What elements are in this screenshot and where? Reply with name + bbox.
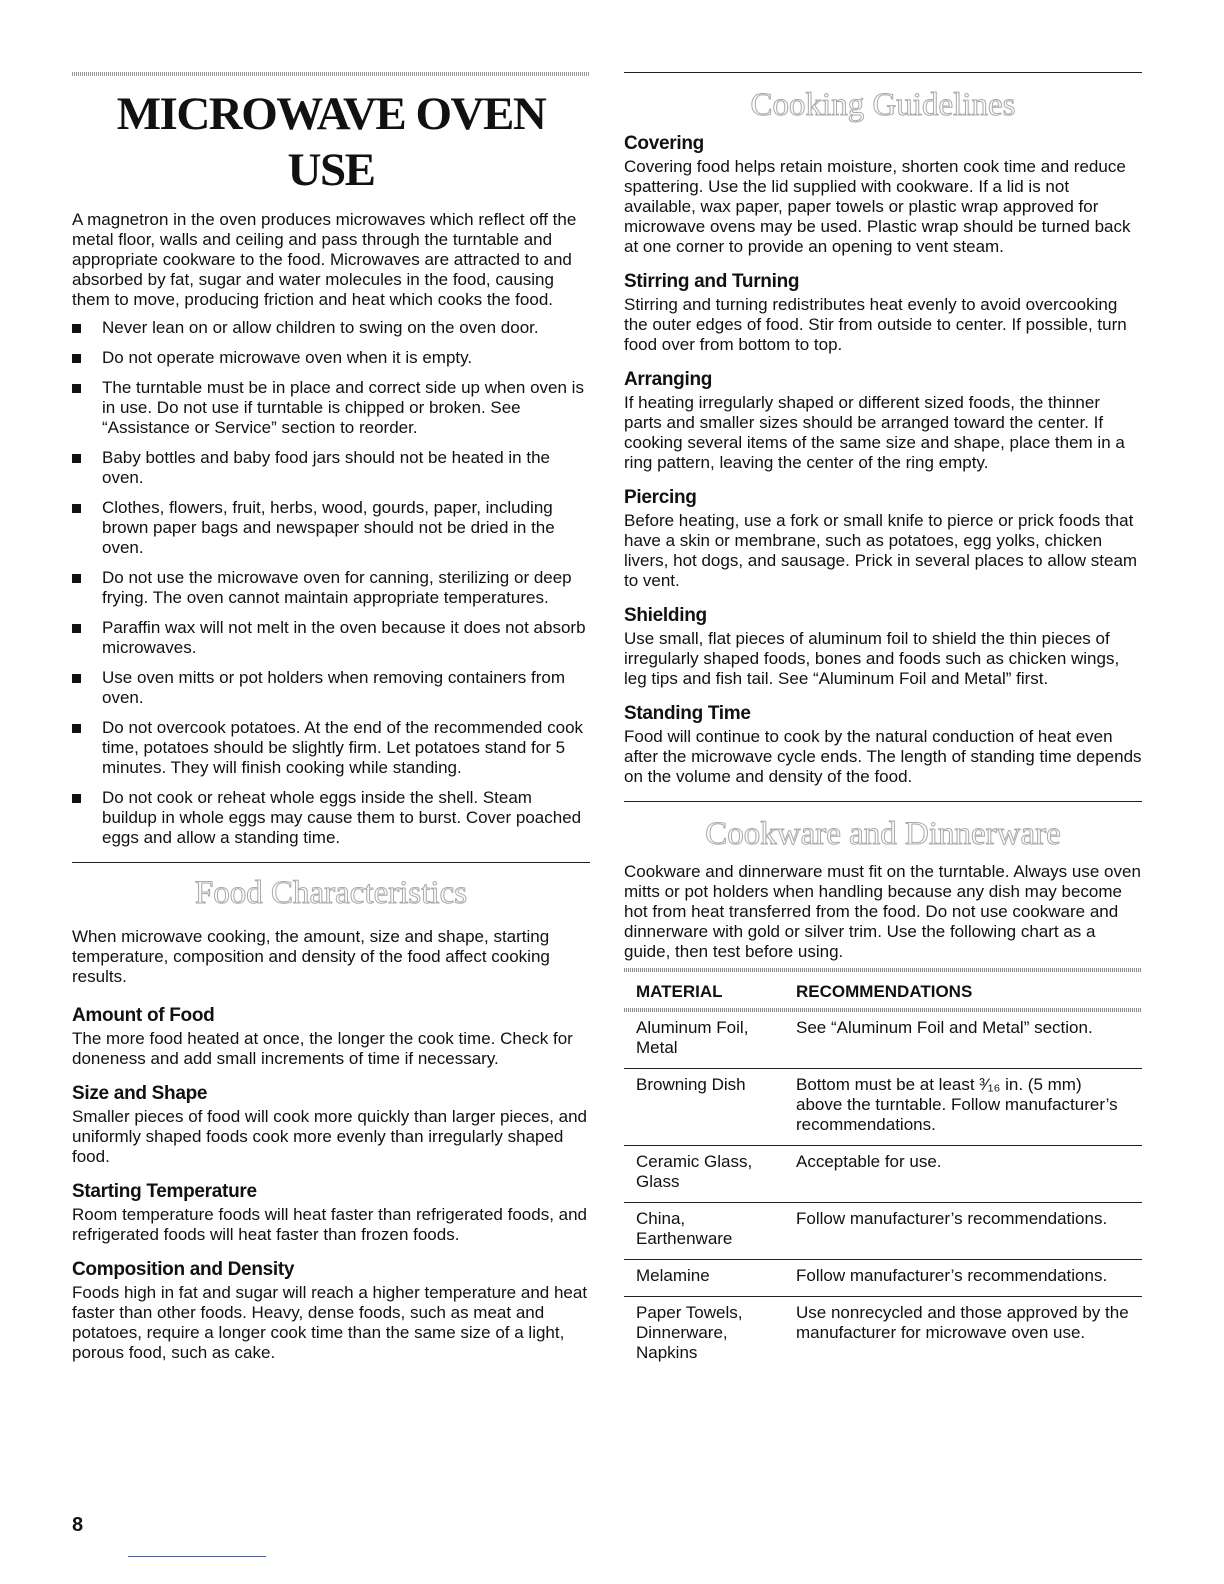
guideline-text: Use small, flat pieces of aluminum foil to shield the thin pieces of irregularly shaped foods, bones and foods such as chicken wings, leg tips and fish tail. See “Aluminum Foil and Metal” first.	[624, 629, 1120, 688]
food-item-heading: Starting Temperature	[72, 1181, 257, 1202]
food-item-text: The more food heated at once, the longer the cook time. Check for doneness and add small increments of time if necessary.	[72, 1029, 573, 1068]
guideline-text: Covering food helps retain moisture, shorten cook time and reduce spattering. Use the lid supplied with cookware. If a lid is not available, wax paper, paper towels or plastic wrap approved for microwave ovens may be used. Plastic wrap should be turned back at one corner to provide an opening to vent steam.	[624, 157, 1131, 256]
guideline-heading: Piercing	[624, 487, 697, 508]
guideline-text: Food will continue to cook by the natural conduction of heat even after the microwave cycle ends. The length of standing time depends on the volume and density of the food.	[624, 727, 1142, 786]
list-item: Paraffin wax will not melt in the oven because it does not absorb microwaves.	[72, 618, 590, 658]
recommendation-cell: See “Aluminum Foil and Metal” section.	[784, 1012, 1142, 1069]
cooking-guidelines-title: Cooking Guidelines	[750, 87, 1016, 123]
recommendation-cell: Follow manufacturer’s recommendations.	[784, 1260, 1142, 1297]
guideline-item	[624, 271, 1142, 355]
list-item: Do not overcook potatoes. At the end of the recommended cook time, potatoes should be slightly firm. Let potatoes stand for 5 minutes. They will finish cooking while standing.	[72, 718, 590, 778]
bottom-link-rule	[128, 1556, 266, 1557]
material-cell: Melamine	[624, 1260, 784, 1297]
section-divider	[72, 862, 590, 863]
food-characteristics-title: Food Characteristics	[194, 875, 468, 911]
guideline-heading: Stirring and Turning	[624, 271, 800, 292]
guideline-heading: Standing Time	[624, 703, 751, 724]
food-item	[72, 1005, 590, 1069]
food-item-heading: Size and Shape	[72, 1083, 208, 1104]
food-item-text: Smaller pieces of food will cook more quickly than larger pieces, and uniformly shaped foods cook more evenly than irregularly shaped food.	[72, 1107, 587, 1166]
food-intro: When microwave cooking, the amount, size and shape, starting temperature, composition and density of the food affect cooking results.	[72, 927, 550, 986]
list-item: Never lean on or allow children to swing on the oven door.	[72, 318, 590, 338]
right-column	[624, 72, 1142, 1373]
material-cell: Aluminum Foil, Metal	[624, 1012, 784, 1069]
guideline-item	[624, 133, 1142, 257]
cookware-table	[624, 978, 1142, 1373]
material-cell: Ceramic Glass, Glass	[624, 1146, 784, 1203]
guideline-text: Stirring and turning redistributes heat evenly to avoid overcooking the outer edges of food. Stir from outside to center. If possible, turn food over from bottom to top.	[624, 295, 1127, 354]
food-item	[72, 1259, 590, 1363]
table-row	[624, 1203, 1142, 1260]
guideline-item	[624, 487, 1142, 591]
table-header-row	[624, 978, 1142, 1008]
table-row	[624, 1297, 1142, 1374]
recommendation-cell: Follow manufacturer’s recommendations.	[784, 1203, 1142, 1260]
safety-list	[72, 318, 590, 848]
guideline-item	[624, 703, 1142, 787]
guideline-heading: Arranging	[624, 369, 713, 390]
top-rule	[624, 72, 1142, 73]
column-header-material: MATERIAL	[636, 982, 723, 1001]
material-cell: Paper Towels, Dinnerware, Napkins	[636, 1303, 743, 1362]
food-item-text: Room temperature foods will heat faster than refrigerated foods, and refrigerated foods will heat faster than frozen foods.	[72, 1205, 588, 1244]
table-row	[624, 1069, 1142, 1146]
guideline-text: If heating irregularly shaped or different sized foods, the thinner parts and smaller sizes should be arranged toward the center. If cooking several items of the same size and shape, place them in a ring pattern, leaving the center of the ring empty.	[624, 393, 1125, 472]
recommendation-cell: Use nonrecycled and those approved by the manufacturer for microwave oven use.	[796, 1303, 1129, 1342]
table-row	[624, 1012, 1142, 1069]
guideline-item	[624, 369, 1142, 473]
table-top-rule	[624, 968, 1142, 972]
material-cell: Browning Dish	[624, 1069, 784, 1146]
food-item-heading: Composition and Density	[72, 1259, 295, 1280]
page-number: 8	[72, 1514, 84, 1536]
intro-paragraph: A magnetron in the oven produces microwaves which reflect off the metal floor, walls and ceiling and pass through the turntable and appropriate cookware to the food. Microwaves are attracted to and absorbed by fat, sugar and water molecules in the food, causing them to move, producing friction and heat which cooks the food.	[72, 210, 577, 309]
section-divider	[624, 801, 1142, 802]
guideline-heading: Covering	[624, 133, 704, 154]
guideline-item	[624, 605, 1142, 689]
food-item	[72, 1181, 590, 1245]
food-item-text: Foods high in fat and sugar will reach a higher temperature and heat faster than other foods. Heavy, dense foods, such as meat and potatoes, require a longer cook time than the same size of a light, porous food, such as cake.	[72, 1283, 588, 1362]
food-item	[72, 1083, 590, 1167]
table-row	[624, 1260, 1142, 1297]
list-item: Do not operate microwave oven when it is empty.	[72, 348, 590, 368]
list-item: Do not cook or reheat whole eggs inside the shell. Steam buildup in whole eggs may cause them to burst. Cover poached eggs and allow a standing time.	[72, 788, 590, 848]
list-item: Baby bottles and baby food jars should not be heated in the oven.	[72, 448, 590, 488]
recommendation-cell: Acceptable for use.	[784, 1146, 1142, 1203]
page-title: MICROWAVE OVEN USE	[116, 88, 546, 196]
cookware-title: Cookware and Dinnerware	[705, 816, 1061, 852]
list-item: Clothes, flowers, fruit, herbs, wood, gourds, paper, including brown paper bags and newspaper should not be dried in the oven.	[72, 498, 590, 558]
left-column	[72, 72, 590, 1377]
table-row	[624, 1146, 1142, 1203]
recommendation-cell: Bottom must be at least ³⁄₁₆ in. (5 mm) above the turntable. Follow manufacturer’s recommendations.	[784, 1069, 1142, 1146]
cookware-intro: Cookware and dinnerware must fit on the turntable. Always use oven mitts or pot holders when handling because any dish may become hot from heat transferred from the food. Do not use cookware and dinnerware with gold or silver trim. Use the following chart as a guide, then test before using.	[624, 862, 1141, 961]
list-item: The turntable must be in place and correct side up when oven is in use. Do not use if turntable is chipped or broken. See “Assistance or Service” section to reorder.	[72, 378, 590, 438]
top-rule	[72, 72, 590, 76]
list-item: Use oven mitts or pot holders when removing containers from oven.	[72, 668, 590, 708]
column-header-recommendations: RECOMMENDATIONS	[796, 982, 973, 1001]
food-item-heading: Amount of Food	[72, 1005, 215, 1026]
guideline-heading: Shielding	[624, 605, 707, 626]
material-cell: China, Earthenware	[624, 1203, 784, 1260]
guideline-text: Before heating, use a fork or small knife to pierce or prick foods that have a skin or membrane, such as potatoes, egg yolks, chicken livers, hot dogs, and sausage. Prick in several places to allow steam to vent.	[624, 511, 1138, 590]
list-item: Do not use the microwave oven for canning, sterilizing or deep frying. The oven cannot maintain appropriate temperatures.	[72, 568, 590, 608]
